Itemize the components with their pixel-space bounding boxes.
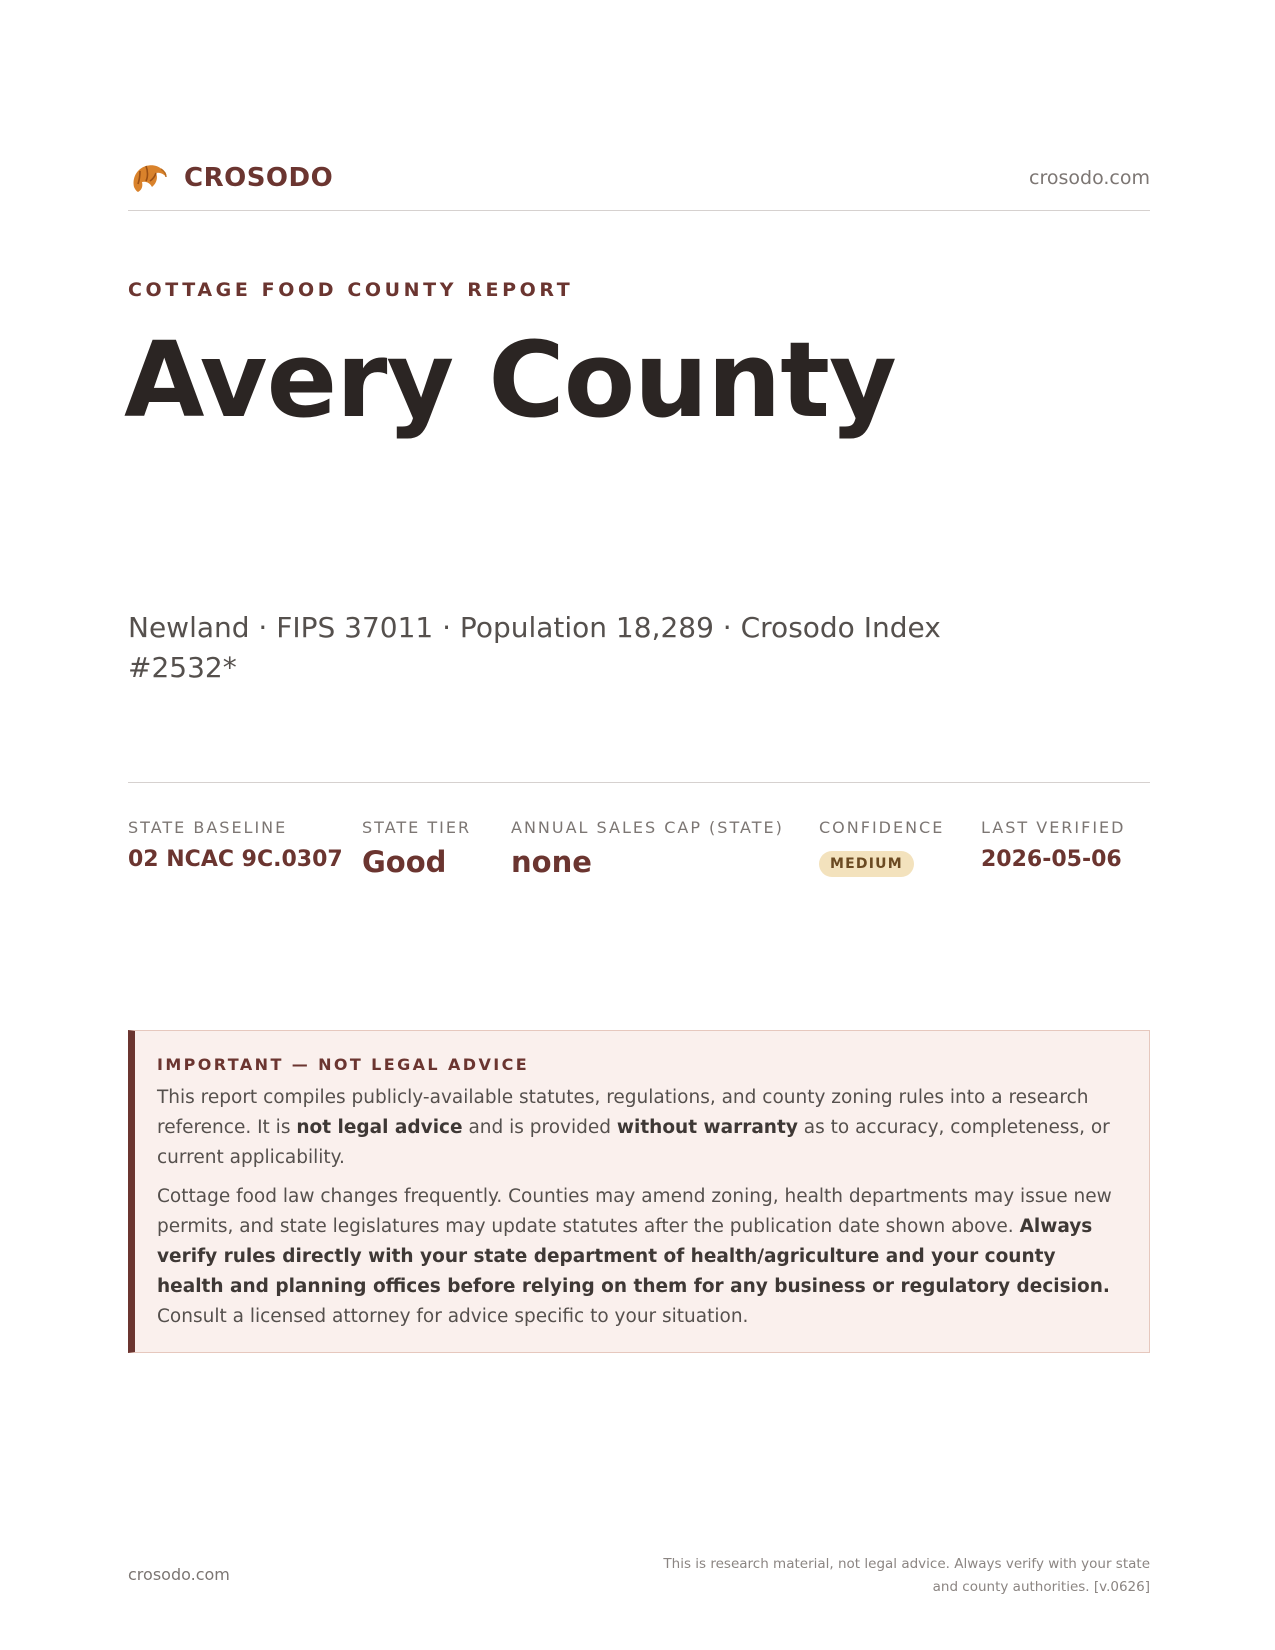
stat-label: CONFIDENCE bbox=[819, 818, 945, 837]
stat-state-tier bbox=[362, 818, 471, 879]
report-eyebrow: COTTAGE FOOD COUNTY REPORT bbox=[128, 279, 574, 301]
footer-disclaimer-line: and county authorities. [v.0626] bbox=[932, 1579, 1150, 1595]
stat-label: LAST VERIFIED bbox=[981, 818, 1126, 837]
report-page bbox=[124, 0, 1150, 1650]
brand bbox=[128, 157, 333, 199]
confidence-badge: MEDIUM bbox=[819, 851, 914, 877]
notice-paragraph: Cottage food law changes frequently. Counties may amend zoning, health departments may issue new permits, and state legislatures may update statutes after the publication date shown above. Always verify rules directly with your state department of health/agriculture and your county health and planning offices before relying on them for any business or regulatory decision. Consult a licensed attorney for advice specific to your situation. bbox=[157, 1186, 1112, 1327]
brand-name: CROSODO bbox=[184, 163, 334, 193]
stat-value: Good bbox=[362, 845, 447, 879]
stat-confidence bbox=[819, 818, 944, 877]
croissant-icon bbox=[128, 157, 170, 199]
notice-paragraph: This report compiles publicly-available statutes, regulations, and county zoning rules into a research reference. It is not legal advice and is provided without warranty as to accuracy, completeness, or current applicability. bbox=[157, 1087, 1110, 1168]
stat-value: 2026-05-06 bbox=[981, 847, 1122, 872]
notice-body bbox=[157, 1083, 1125, 1341]
footer-disclaimer-line: This is research material, not legal advice. Always verify with your state bbox=[663, 1556, 1150, 1572]
page-title: Avery County bbox=[124, 319, 896, 441]
footer-site-link[interactable]: crosodo.com bbox=[128, 1565, 230, 1584]
footer-disclaimer bbox=[590, 1553, 1150, 1599]
stat-state-baseline bbox=[128, 818, 343, 872]
stat-label: STATE TIER bbox=[362, 818, 472, 837]
legal-notice bbox=[128, 1030, 1150, 1353]
stat-value: none bbox=[511, 845, 592, 879]
header-divider bbox=[128, 210, 1150, 211]
header-site-link[interactable]: crosodo.com bbox=[1029, 167, 1150, 189]
stat-value: 02 NCAC 9C.0307 bbox=[128, 847, 343, 872]
notice-heading: IMPORTANT — NOT LEGAL ADVICE bbox=[157, 1055, 530, 1074]
stat-label: STATE BASELINE bbox=[128, 818, 288, 837]
stat-label: ANNUAL SALES CAP (STATE) bbox=[511, 818, 784, 837]
county-subtitle: Newland · FIPS 37011 · Population 18,289 · Crosodo Index #2532* bbox=[128, 611, 941, 684]
stat-last-verified bbox=[981, 818, 1125, 872]
section-divider bbox=[128, 782, 1150, 783]
stat-annual-sales-cap bbox=[511, 818, 784, 879]
page-header bbox=[128, 157, 1150, 205]
